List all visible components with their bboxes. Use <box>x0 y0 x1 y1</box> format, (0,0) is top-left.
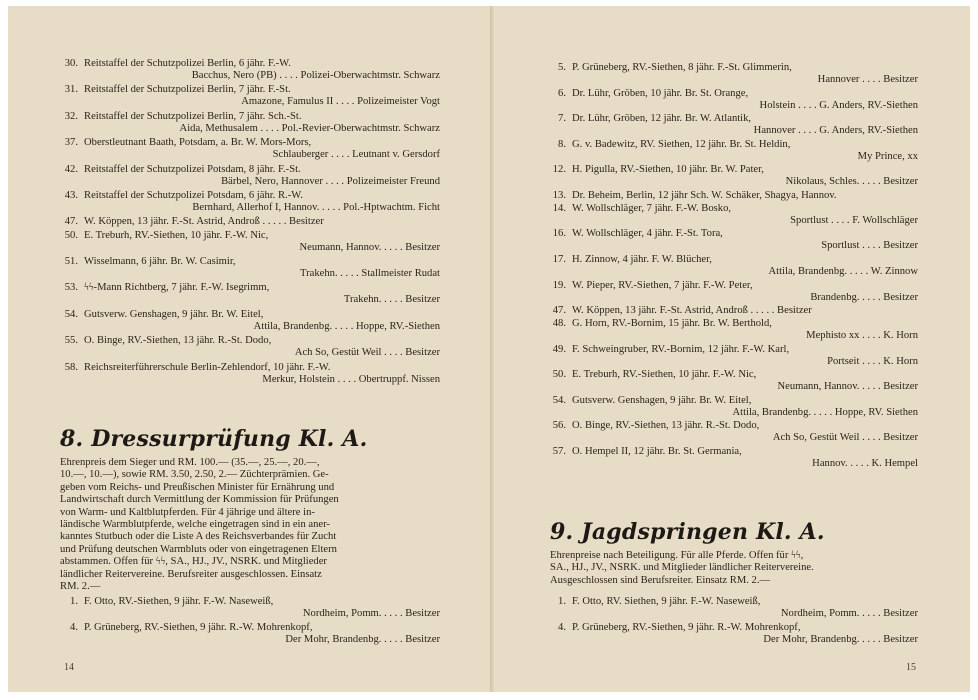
entry-line-1: Reitstaffel der Schutzpolizei Berlin, 6 jähr. F.-W. <box>84 58 291 69</box>
entry-line-2: Attila, Brandenbg. . . . . Hoppe, RV.-Siethen <box>253 320 440 332</box>
entry-line-1: F. Otto, RV.-Siethen, 9 jähr. F.-W. Naseweiß, <box>84 596 274 607</box>
description-line: von Warm- und Kaltblutpferden. Für 4 jährige und ältere in- <box>60 506 315 518</box>
description-line: Ehrenpreise nach Beteiligung. Für alle Pferde. Offen für ϟϟ, <box>550 550 804 561</box>
entry-number: 37. <box>64 137 78 149</box>
entry-line-2: Sportlust . . . . Besitzer <box>821 240 918 252</box>
entry-line-1: G. v. Badewitz, RV. Siethen, 12 jähr. Br. St. Heldin, <box>572 138 791 150</box>
entry-line-2: Bacchus, Nero (PB) . . . . Polizei-Oberwachtmstr. Schwarz <box>191 70 440 81</box>
description-line: geben vom Reichs- und Preußischen Minister für Ernährung und <box>60 481 335 493</box>
entry-line-2: Trakehn. . . . . Stallmeister Rudat <box>300 268 440 279</box>
entry-number: 47. <box>552 305 566 317</box>
entry-line-1: W. Wollschläger, 4 jähr. F.-St. Tora, <box>572 228 723 240</box>
entry-line-1: O. Binge, RV.-Siethen, 13 jähr. R.-St. Dodo, <box>84 335 272 347</box>
entry-line-2: Ach So, Gestüt Weil . . . . Besitzer <box>772 432 918 444</box>
left-page <box>8 6 493 692</box>
entry-line-2: Der Mohr, Brandenbg. . . . . Besitzer <box>763 634 918 645</box>
entry-line-1: W. Pieper, RV.-Siethen, 7 jähr. F.-W. Peter, <box>572 279 753 291</box>
description-line: Landwirtschaft durch Vermittlung der Kommission für Prüfungen <box>60 494 339 506</box>
entry-number: 47. <box>64 216 78 228</box>
entry-line-1: Dr. Beheim, Berlin, 12 jähr Sch. W. Schäker, Shagya, Hannov. <box>572 190 837 201</box>
entry-number: 53. <box>64 282 78 294</box>
entry-line-2: Attila, Brandenbg. . . . . Hoppe, RV. Siethen <box>732 406 918 418</box>
entry-line-2: Nordheim, Pomm. . . . . Besitzer <box>302 608 440 619</box>
entry-line-1: ϟϟ-Mann Richtberg, 7 jähr. F.-W. Isegrimm, <box>84 282 270 294</box>
description-line: RM. 2.— <box>60 581 101 593</box>
entry-number: 31. <box>64 84 78 96</box>
entry-number: 16. <box>552 228 566 240</box>
entry-number: 12. <box>552 164 566 176</box>
entry-line-1: H. Zinnow, 4 jähr. F. W. Blücher, <box>572 254 712 265</box>
entry-line-1: W. Wollschläger, 7 jähr. F.-W. Bosko, <box>572 202 732 214</box>
entry-line-2: Portseit . . . . K. Horn <box>827 355 918 367</box>
description-line: Ehrenpreis dem Sieger und RM. 100.— (35.—, 25.—, 20.—, <box>60 457 320 468</box>
entry-line-1: Oberstleutnant Baath, Potsdam, a. Br. W. Mors-Mors, <box>84 137 312 149</box>
entry-line-2: Neumann, Hannov. . . . . Besitzer <box>777 381 918 393</box>
entry-line-2: Hannov. . . . . K. Hempel <box>812 458 918 469</box>
entry-number: 5. <box>558 62 566 73</box>
right-page-number: 15 <box>906 662 916 673</box>
entry-number: 7. <box>558 113 566 125</box>
entry-line-1: Gutsverw. Genshagen, 9 jähr. Br. W. Eitel, <box>572 394 752 406</box>
entry-number: 50. <box>552 369 566 381</box>
entry-number: 42. <box>64 163 78 175</box>
entry-number: 56. <box>552 420 566 432</box>
entry-number: 58. <box>64 361 78 373</box>
entry-line-2: Ach So, Gestüt Weil . . . . Besitzer <box>294 347 440 359</box>
entry-line-1: P. Grüneberg, RV.-Siethen, 9 jähr. R.-W. Mohrenkopf, <box>572 622 801 633</box>
entry-line-2: Bärbel, Nero, Hannover . . . . Polizeimeister Freund <box>221 175 440 187</box>
left-section-heading: 8. Dressurprüfung Kl. A. <box>60 426 368 452</box>
description-line: kanntes Stutbuch oder die Liste A des Reichsverbandes für Zucht <box>60 531 337 543</box>
entry-number: 49. <box>552 343 566 355</box>
description-line: und Prüfung deutschen Warmbluts oder von eingetragenen Eltern <box>60 543 337 555</box>
entry-line-2: Bernhard, Allerhof I, Hannov. . . . . Pol.-Hptwachtm. Ficht <box>192 202 440 213</box>
entry-number: 30. <box>64 58 78 69</box>
entry-line-2: Nikolaus, Schles. . . . . Besitzer <box>785 176 918 188</box>
entry-line-1: Reitstaffel der Schutzpolizei Potsdam, 8 jähr. F.-St. <box>84 163 301 175</box>
entry-line-2: Schlauberger . . . . Leutnant v. Gersdorf <box>272 149 440 161</box>
entry-line-1: W. Köppen, 13 jähr. F.-St. Astrid, Androß . . . . . Besitzer <box>572 305 812 317</box>
entry-line-2: Nordheim, Pomm. . . . . Besitzer <box>780 608 918 619</box>
entry-line-1: F. Otto, RV. Siethen, 9 jähr. F.-W. Naseweiß, <box>572 596 761 607</box>
entry-line-2: My Prince, xx <box>857 150 918 162</box>
entry-line-1: Reitstaffel der Schutzpolizei Berlin, 7 jähr. F.-St. <box>84 84 291 96</box>
entry-number: 6. <box>558 87 566 99</box>
description-line: SA., HJ., JV., NSRK. und Mitglieder ländlicher Reitervereine. <box>550 562 814 574</box>
left-page-number: 14 <box>64 662 74 673</box>
entry-line-1: W. Köppen, 13 jähr. F.-St. Astrid, Androß . . . . . Besitzer <box>84 216 324 228</box>
description-line: 10.—, 10.—), sowie RM. 3.50, 2.50, 2.— Züchterprämien. Ge- <box>60 469 329 481</box>
entry-number: 1. <box>558 596 566 607</box>
entry-number: 55. <box>64 335 78 347</box>
entry-line-1: Dr. Lühr, Gröben, 10 jähr. Br. St. Orange, <box>572 87 749 99</box>
entry-line-1: P. Grüneberg, RV.-Siethen, 8 jähr. F.-St. Glimmerin, <box>572 62 792 73</box>
description-line: Ausgeschlossen sind Berufsreiter. Einsatz RM. 2.— <box>550 574 771 586</box>
entry-line-1: Reitstaffel der Schutzpolizei Potsdam, 6 jähr. R.-W. <box>84 190 303 201</box>
entry-number: 48. <box>552 318 566 329</box>
entry-line-1: Reitstaffel der Schutzpolizei Berlin, 7 jähr. Sch.-St. <box>84 110 302 122</box>
left-section-description <box>60 457 339 593</box>
entry-line-2: Trakehn. . . . . Besitzer <box>343 294 440 306</box>
entry-line-2: Hannover . . . . G. Anders, RV.-Siethen <box>753 125 918 137</box>
entry-line-1: O. Binge, RV.-Siethen, 13 jähr. R.-St. Dodo, <box>572 420 760 432</box>
entry-line-1: Gutsverw. Genshagen, 9 jähr. Br. W. Eitel, <box>84 308 264 320</box>
right-section-heading: 9. Jagdspringen Kl. A. <box>550 519 825 545</box>
entry-line-2: Attila, Brandenbg. . . . . W. Zinnow <box>768 266 918 277</box>
entry-number: 43. <box>64 190 78 201</box>
entry-line-2: Amazone, Famulus II . . . . Polizeimeister Vogt <box>241 96 440 108</box>
entry-number: 14. <box>552 202 566 214</box>
entry-number: 17. <box>552 254 566 265</box>
entry-line-1: Wisselmann, 6 jähr. Br. W. Casimir, <box>84 256 236 267</box>
entry-number: 54. <box>64 308 78 320</box>
right-page <box>494 6 970 692</box>
entry-line-2: Holstein . . . . G. Anders, RV.-Siethen <box>759 99 918 111</box>
entry-line-2: Aida, Methusalem . . . . Pol.-Revier-Oberwachtmstr. Schwarz <box>179 122 440 134</box>
entry-number: 54. <box>552 394 566 406</box>
description-line: ländische Warmblutpferde, welche eingetragen sind in ein aner- <box>60 519 330 531</box>
entry-number: 57. <box>552 446 566 457</box>
entry-line-1: F. Schweingruber, RV.-Bornim, 12 jähr. F.-W. Karl, <box>572 343 790 355</box>
entry-number: 4. <box>70 622 78 633</box>
entry-number: 19. <box>552 279 566 291</box>
entry-line-2: Mephisto xx . . . . K. Horn <box>806 330 918 341</box>
entry-line-1: G. Horn, RV.-Bornim, 15 jähr. Br. W. Berthold, <box>572 318 772 329</box>
entry-number: 13. <box>552 190 566 201</box>
entry-number: 50. <box>64 229 78 241</box>
entry-line-1: H. Pigulla, RV.-Siethen, 10 jähr. Br. W. Pater, <box>572 164 764 176</box>
entry-line-2: Hannover . . . . Besitzer <box>817 74 918 85</box>
description-line: ländlicher Reitervereine. Berufsreiter ausgeschlossen. Einsatz <box>60 568 322 580</box>
entry-line-1: E. Treburh, RV.-Siethen, 10 jähr. F.-W. Nic, <box>572 369 757 381</box>
entry-number: 4. <box>558 622 566 633</box>
right-section-description <box>550 550 814 587</box>
entry-line-1: Reichsreiterführerschule Berlin-Zehlendorf, 10 jähr. F.-W. <box>84 361 331 373</box>
entry-line-2: Sportlust . . . . F. Wollschläger <box>790 214 918 226</box>
entry-line-1: E. Treburh, RV.-Siethen, 10 jähr. F.-W. Nic, <box>84 229 269 241</box>
entry-number: 1. <box>70 596 78 607</box>
entry-line-1: O. Hempel II, 12 jähr. Br. St. Germania, <box>572 446 742 457</box>
entry-line-1: Dr. Lühr, Gröben, 12 jähr. Br. W. Atlantik, <box>572 113 752 125</box>
entry-line-2: Der Mohr, Brandenbg. . . . . Besitzer <box>285 634 440 645</box>
description-line: abstammen. Offen für ϟϟ, SA., HJ., JV., NSRK. und Mitglieder <box>60 556 327 568</box>
entry-number: 8. <box>558 138 566 150</box>
entry-number: 32. <box>64 110 78 122</box>
entry-line-2: Neumann, Hannov. . . . . Besitzer <box>299 241 440 253</box>
entry-line-2: Merkur, Holstein . . . . Obertruppf. Nissen <box>262 373 440 385</box>
entry-number: 51. <box>64 256 78 267</box>
entry-line-2: Brandenbg. . . . . Besitzer <box>810 291 918 303</box>
entry-line-1: P. Grüneberg, RV.-Siethen, 9 jähr. R.-W. Mohrenkopf, <box>84 622 313 633</box>
